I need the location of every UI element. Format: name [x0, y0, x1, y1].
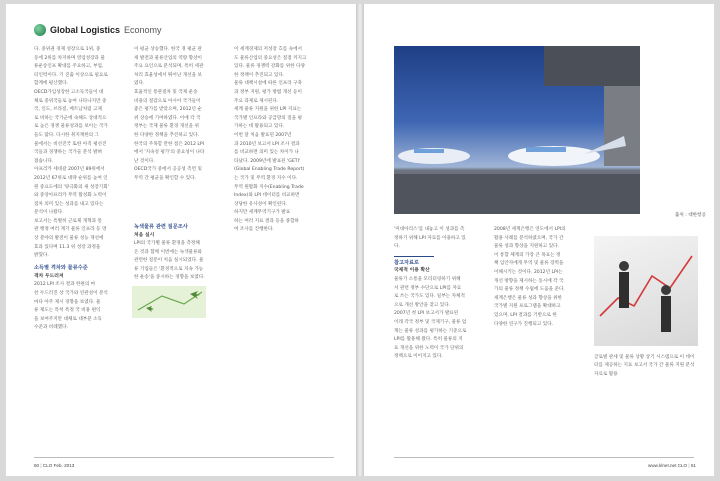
- paragraph: 하지만 세계무역기구가 발표 하는 여러 지표 결과 등을 종합하 여 조사를 진행한다.: [234, 210, 299, 233]
- paragraph: 이 통합 체계의 가장 큰 목표는 정 책 입안자에게 무역 및 물류 장벽을 이해시키는 것이다. 2012년 LPI는 개선 방향을 제시하는 동시에 각 국 가의 물류 정책 수립에 도움을 준다.: [494, 252, 565, 293]
- paragraph: 2012 LPI 조사 결과 한편의 마 찬 두드러진 상 국가와 연관성이 분석 마다 아주 제시 경향을 보였다. 물 류 제도는 특히 특정 국 비용 편익 을 보여주지만 대체로 대부분 소득 수준과 비례했다.: [34, 282, 108, 331]
- header-subtitle: Economy: [124, 25, 162, 35]
- subheading: 소득별 격차와 물류수준: [34, 264, 88, 271]
- cargo-loader: [604, 86, 640, 166]
- site-name: www.klnet.net CLO: [648, 463, 688, 468]
- person-body: [619, 272, 629, 308]
- paragraph: 보고서는 특별히 근로제 개혁과 통 관 행정 여러 계기 물류 인프라 등 영 상 분야의 발전이 물류 성능 개선에 효과 있다며 11.3 위 성장 과정을 밝혔다.: [34, 218, 107, 259]
- photo-caption: 글로벌 관세 및 물류 상황 상기 시스템으로 이 데이터를 제공하는 지표 보고서 국가 간 물류 지원 분석 자료로 활용: [594, 355, 695, 377]
- header-brand: Global Logistics: [50, 25, 121, 35]
- aircraft-right-stripe: [526, 147, 566, 152]
- binding-gutter: [356, 4, 364, 476]
- paragraph: 다. 중위권 경제 성장으로 1위, 중 동에 2위를 차지하며 영업성장과 물 류운송인프 확대를 주요하고, 부업, 터인력이다. 기 진출 이상으로 필요로 합계에 평산했다.: [34, 47, 108, 87]
- paragraph: 2007년 첫 LPI 보고서가 발표된 이래 각국 정부 및 국제기구, 물류 업 계는 물류 성과를 평가하는 기준으로 LPI를 활용해 왔다. 특히 물류의 지 표 개선을 위한 노력이 국가 단위의 정책으로 이어지고 있다.: [394, 311, 467, 360]
- paragraph: LPI의 국가별 물류 환경을 측정해 온 것과 함께 이번에는 녹색물류와 관련한 질문이 처음 실시되었다. 물 류 기업들은 '환경적으로 지속 가능 한 운송'을 중시하는 경향을 보였다.: [134, 241, 205, 281]
- right-column-1: [394, 226, 490, 362]
- paragraph: 이 평균 상승했다. 한국 경 평균 관 세 발전과 물류산업의 역량 향상이 주요 요인으로 분석되며, 특히 세관 처리 효율성에서 뛰어난 개선을 보 였다.: [134, 47, 204, 87]
- graphic-background: [132, 286, 206, 318]
- paragraph: 세계 물류 지원을 위한 LPI 지표는 국가별 인프라와 공급망의 질을 평 가하는 데 활용되고 있다.: [234, 107, 302, 130]
- section-title: 참고자료로: [394, 259, 420, 266]
- footer-rule: [34, 457, 334, 458]
- paragraph: OECD가입성장한 고소득국들이 대 체로 중위국들로 놓여 나타나지만 중 국, 인도, 브라질, 베트남처럼 고제 로 비하는 국가군에 속해도 상대적으 로 높은 경쟁 물류성과를 보이는 국가 들도 많다. 다시한 취지계한의 그 물에서는 비선진국 또한 아직 평선진 국들과 경쟁하는 국가들 분석 밝혀 졌습니다.: [34, 89, 108, 164]
- right-page: [364, 4, 714, 476]
- cargo-aircraft-illustration: [394, 46, 640, 214]
- paragraph: 이 세계경제의 저성장 흐름 속에서 도 물류산업의 중요성은 점점 커지고 있다. 물류 경쟁력 강화를 위한 다양 한 정책이 추진되고 있다.: [234, 47, 307, 78]
- airport-photo: [394, 46, 640, 214]
- apron: [394, 174, 640, 214]
- footer-rule: [394, 457, 694, 458]
- right-column-2: [494, 226, 588, 329]
- left-column-2: [134, 46, 226, 283]
- person-head: [661, 285, 671, 295]
- trend-line: [600, 256, 692, 316]
- paragraph: 효율적인 통관절차 및 국제 운송 비용의 절감으로 아시아 국가들이 좋은 평가를 받았으며, 2012년 순 위 상승에 기여하였다. 이에 각 국 정부는 국제 물류 환경 개선을 위 한 다양한 정책을 추진하고 있다.: [134, 89, 202, 138]
- paragraph: 2008년 세계은행은 연도에서 LPI의 활용 사례를 분석하였으며, 국가 간 물류 성과 향상을 지원하고 있다.: [494, 227, 566, 250]
- left-page: [6, 4, 356, 476]
- person-body: [661, 296, 671, 332]
- businessmen-chart-illustration: [594, 236, 698, 346]
- subheading-line2: 격차 두드러져: [34, 273, 64, 279]
- section-header: [34, 24, 162, 36]
- left-column-1: [34, 46, 130, 333]
- paragraph: 세계은행은 물류 성과 향상을 위한 국가별 지원 프로그램을 확대하고 있으며, LPI 결과를 기반으로 한 다양한 연구가 진행되고 있다.: [494, 295, 562, 327]
- photo-credit: 출처 : 대한항공: [674, 213, 706, 218]
- paragraph: 아프리카 세네갈 2007년 89위에서 2012년 67위로 대략 순위를 높여 인 원 중요도에의 '양극화의 새 성장기회' 와 중앙아프리카 무역 활성화 노력이 점차 의미 있는 성과를 내고 있다는 분석이 나왔다.: [34, 167, 109, 216]
- page-number: 50: [34, 463, 40, 468]
- subheading: 국제적 이용 확산: [394, 268, 430, 274]
- business-people-photo: [594, 236, 698, 346]
- section-rule: [394, 256, 434, 257]
- globe-icon: [34, 24, 46, 36]
- airplane-route-graphic: [132, 286, 206, 318]
- page-number: 51: [690, 463, 696, 468]
- left-column-3: [234, 46, 330, 235]
- aircraft-left-stripe: [414, 149, 444, 153]
- subheading-line2: 처음 실시: [134, 232, 155, 238]
- paragraph: '미네아리스'를 내놓고 이 성과를 측 정하기 위해 LPI 자료를 이용하고 있 다.: [394, 227, 466, 250]
- page-footer: 50 | CLO Feb. 2013: [34, 463, 75, 468]
- journal-name: CLO Feb. 2013: [42, 463, 75, 468]
- paragraph: (Global Enabling Trade Report) 는 국가 및 무역 환경 지수 이다. 무역 원활화 지수(Enabling Trade Index)와 LPI 데이터를 비교하면 상당한 유사성이 확인된다.: [234, 167, 305, 207]
- person-head: [619, 261, 629, 271]
- paragraph: 한국의 주목할 만한 점은 2012 LPI 에서 '지속성 평가'의 중요성이 나타 난 것이다.: [134, 141, 205, 164]
- hangar-roof: [544, 46, 640, 86]
- subheading: 녹색물류 관련 질문조사: [134, 223, 188, 230]
- paragraph: 이번 달 처음 발표된 2007년 과 2010년 보고서 LPI 조사 결과 를 비교하면 의미 있는 차이가 나 타났다. 2009년에 발표된 'GETI': [234, 132, 301, 164]
- page-footer: www.klnet.net CLO | 51: [648, 463, 696, 468]
- paragraph: 물류 대책시설에 따른 인프라 구축 과 정부 지원, 평가 방법 개선 등이 주요 과제로 제시된다.: [234, 81, 302, 104]
- paragraph: 물류기 소통을 모티터링하기 위해 서 관련 정부 수단으로 LPI를 자료 로 쓰는 국가도 있다. 일부는 자체적 으로 개선 방안을 찾고 있다.: [394, 276, 465, 308]
- paragraph: OECD국가 중에서 공공성 측면 및 무역 간 평균을 확인할 수 있다.: [134, 167, 202, 181]
